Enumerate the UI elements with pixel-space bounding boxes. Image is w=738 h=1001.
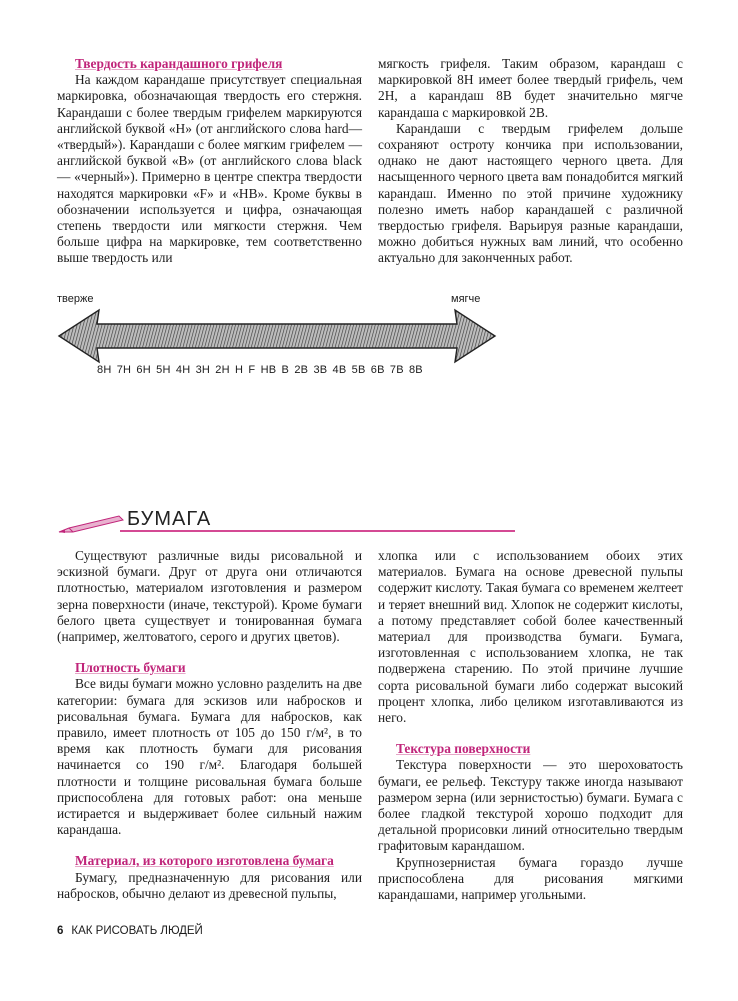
scale-caption [57, 403, 357, 404]
texture-heading: Текстура поверхности [396, 741, 531, 757]
hardness-column-right [378, 56, 683, 267]
material-paragraph-a: Бумагу, предназначенную для рисования или набросков, обычно делают из древесной пульпы, [57, 869, 362, 901]
hardness-column-left [57, 56, 362, 267]
hardness-grades: 8H 7H 6H 5H 4H 3H 2H H F HB B 2B 3B 4B 5B 6B 7B 8B [97, 364, 423, 376]
texture-paragraph-2: Крупнозернистая бумага гораздо лучше приспособлена для рисования мягкими карандашами, например угольными. [378, 854, 683, 903]
page-number: 6 [57, 925, 64, 937]
harder-label: тверже [57, 293, 94, 305]
section-divider [120, 530, 515, 532]
pencil-icon [57, 514, 127, 536]
texture-paragraph-1: Текстура поверхности — это шероховатость бумаги, ее рельеф. Текстуру также иногда называют размером зерна (или зернистостью) бумаги. Бумага с более гладкой текстурой хорошо подходит для детальной прорисовки линий относительно твердым графитовым карандашом. [378, 757, 683, 854]
material-heading: Материал, из которого изготовлена бумага [75, 853, 334, 869]
pencil-hardness-heading: Твердость карандашного грифеля [75, 56, 283, 71]
page-footer [57, 925, 203, 937]
book-title: КАК РИСОВАТЬ ЛЮДЕЙ [71, 925, 203, 937]
softer-label: мягче [451, 293, 481, 305]
density-heading: Плотность бумаги [75, 660, 186, 676]
paper-column-left [57, 548, 362, 902]
paper-intro: Существуют различные виды рисовальной и эскизной бумаги. Друг от друга они отличаются плотностью, материалом изготовления и размером зерна поверхности (иначе, текстурой). Кроме бумаги белого цвета существует и тонированная бумага (например, желтоватого, серого и других цветов). [57, 548, 362, 645]
double-arrow-icon [57, 306, 497, 366]
paper-section-title: БУМАГА [127, 508, 212, 530]
hardness-paragraph-2: мягкость грифеля. Таким образом, карандаш с маркировкой 8Н имеет более твердый грифель, чем 2Н, а карандаш 8В будет значительно мягче карандаша с маркировкой 2В. [378, 56, 683, 120]
material-paragraph-b: хлопка или с использованием обоих этих материалов. Бумага на основе древесной пульпы содержит кислоту. Такая бумага со временем желтеет и теряет внешний вид. Хлопок не содержит кислоты, а потому представляет собой более качественный материал для производства бумаги. Бумага, изготовленная с использованием хлопка, не так подвержена старению. По этой причине лучшие сорта рисовальной бумаги либо содержат высокий процент хлопка, либо целиком изготавливаются из него. [378, 548, 683, 726]
paper-column-right [378, 548, 683, 903]
hardness-paragraph-3: Карандаши с твердым грифелем дольше сохраняют остроту кончика при использовании, однако не дают настоящего черного цвета. Для насыщенного черного цвета вам понадобится мягкий карандаш. Именно по этой причине художнику полезно иметь набор карандашей с различной твердостью грифеля. Варьируя разные карандаши, можно добиться нужных вам линий, что особенно актуально для законченных работ. [378, 120, 683, 266]
density-paragraph: Все виды бумаги можно условно разделить на две категории: бумага для эскизов или набросков и рисовальная бумага. Бумага для набросков, как правило, имеет плотность от 105 до 150 г/м², в то время как плотность бумаги для рисования начинается со 190 г/м². Благодаря большей плотности и толщине рисовальная бумага больше приспособлена для готовых работ: она меньше истирается и выдерживает более сильный нажим карандаша. [57, 676, 362, 838]
hardness-paragraph-1: На каждом карандаше присутствует специальная маркировка, обозначающая твердость его стержня. Карандаши с более твердым грифелем маркируются английской буквой «Н» (от английского слова hard— «твердый»). Карандаши с более мягким грифелем — английской буквой «В» (от английского слова black — «черный»). Примерно в центре спектра твердости находятся маркировки «F» и «НВ». Кроме буквы в обозначении используется и цифра, означающая степень твердости или мягкости стержня. Чем больше цифра на маркировке, тем соответственно выше твердость или [57, 72, 362, 266]
